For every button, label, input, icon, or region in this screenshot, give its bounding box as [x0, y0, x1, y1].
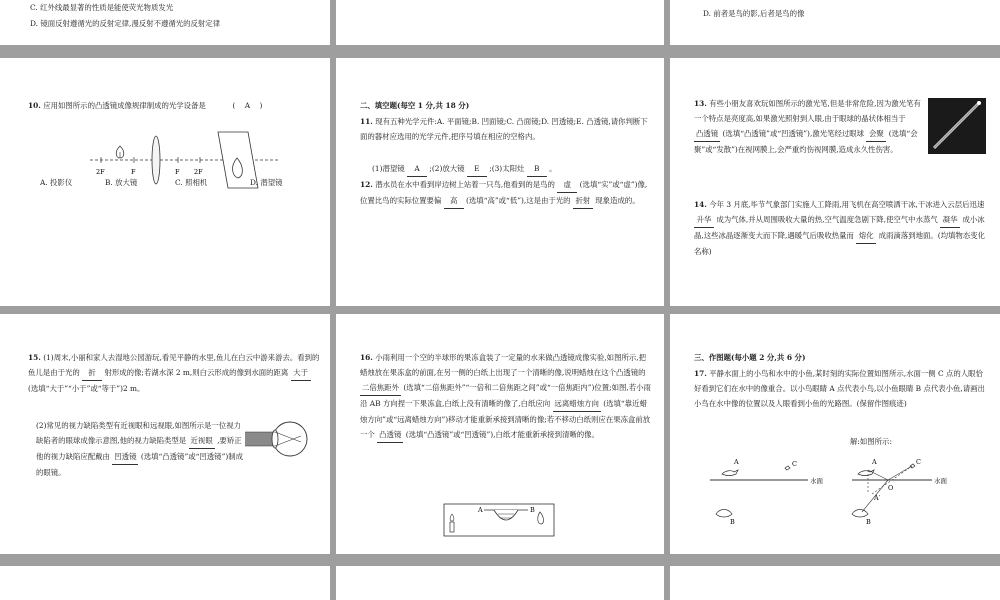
section-title: 二、填空题(每空 1 分,共 18 分)	[360, 101, 470, 110]
question-number: 17.	[694, 369, 707, 378]
answer: 高	[444, 193, 464, 209]
page-q15	[0, 314, 330, 554]
page-bottom-middle	[336, 566, 664, 600]
page-q16	[336, 314, 664, 554]
question-text: 现象造成的。	[595, 196, 640, 205]
label-b: B	[530, 506, 535, 514]
question-number: 12.	[360, 180, 373, 189]
question-text: (选填“靠近蜡烛方向”或“远离蜡烛方向”)移动才能重新承接到清晰的像;若不移动白纸则应在果冻盒前放一个	[360, 399, 651, 439]
label-f-right: F	[175, 168, 180, 176]
question-text: 有些小朋友喜欢玩如图所示的激光笔,但是非常危险,因为激光笔有一个特点是亮度高,如果激光照射到人眼,由于眼球的晶状体相当于	[694, 99, 921, 123]
question-text: (选填“凸透镜”或“凹透镜”),白纸才能重新承接到清晰的像。	[405, 430, 599, 439]
question-10	[28, 98, 323, 113]
answer: 凹透镜	[112, 449, 138, 465]
question-17	[694, 366, 988, 411]
question-11	[360, 114, 652, 144]
answer: A	[407, 161, 427, 177]
question-text: 射形成的像;若湖水深 2 m,则白云形成的像到水面的距离	[104, 368, 289, 377]
answer: 折	[82, 365, 102, 381]
water-label: 水面	[934, 477, 947, 485]
solution-figure	[852, 452, 972, 532]
page-q17	[670, 314, 1000, 554]
answer: 折射	[573, 193, 593, 209]
question-15-part2	[36, 418, 244, 480]
page-bottom-right	[670, 566, 1000, 600]
question-text: 潜水员在水中看到岸边树上站着一只鸟,他看到的是鸟的	[375, 180, 555, 189]
option-d: D. 镜面反射遵循光的反射定律,漫反射不遵循光的反射定律	[30, 19, 221, 28]
eye-diagram	[245, 420, 315, 460]
page-top-left	[0, 0, 330, 45]
answer: 凸透镜	[694, 126, 720, 142]
option-b: B. 放大镜	[105, 178, 138, 187]
bird-icon	[722, 470, 738, 476]
answer-label: ;(2)放大镜	[429, 164, 465, 173]
answer: B	[527, 161, 547, 177]
answer: 近视眼	[189, 433, 215, 449]
fish-icon	[716, 510, 732, 518]
question-number: 10.	[28, 101, 41, 110]
question-16	[360, 350, 652, 443]
answer-label: ;(3)太阳灶	[489, 164, 525, 173]
question-text: (选填“凸透镜”或“凹透镜”),激光笔经过眼球	[722, 129, 865, 138]
label-a: A	[872, 458, 877, 466]
question-number: 14.	[694, 200, 707, 209]
question-text: (选填“大于”“小于”或“等于”)2 m。	[28, 384, 145, 393]
convex-lens-icon	[152, 136, 160, 184]
page-bottom-left	[0, 566, 330, 600]
question-text: 今年 3 月底,毕节气象部门实施人工降雨,用飞机在高空喷洒干冰,干冰进入云层后迅速	[709, 200, 985, 209]
question-text: ,要矫正他的视力缺陷应配戴由	[36, 436, 242, 461]
question-text: 平静水面上的小鸟和水中的小鱼,某时刻的实际位置如图所示,水面一侧 C 点的人眼恰好看到它们在水中的像重合。以小鸟眼睛 A 点代表小鸟,以小鱼眼睛 B 点代表小鱼,请画出小鸟在水中像的位置以及人眼看到小鱼的光路图。(保留作图痕迹)	[694, 369, 985, 408]
question-text: (选填“二倍焦距外”“一倍和二倍焦距之间”或“一倍焦距内”)位置;如图,若小雨沿 AB 方向捏一下果冻盒,白纸上没有清晰的像了,白纸应向	[360, 383, 651, 408]
option-d: D. 潜望镜	[250, 178, 283, 187]
page-q11-q12	[336, 58, 664, 306]
eye-icon	[785, 466, 790, 470]
bird-icon	[858, 470, 874, 476]
question-text: 成雨滴落到地面。(均填物态变化名称)	[694, 231, 985, 256]
page-top-middle	[336, 0, 664, 45]
answer: 会聚	[866, 126, 886, 142]
answer: 熔化	[856, 228, 876, 244]
question-13	[694, 96, 922, 157]
question-text: 小雨利用一个空的半球形的果冻盒装了一定量的水来做凸透镜成像实验,如图所示,把蜡烛放在果冻盒的前面,在另一侧的白纸上出现了一个清晰的像,说明蜡烛在这个凸透镜的	[360, 353, 646, 377]
label-f-left: F	[131, 168, 136, 176]
label-b: B	[730, 518, 735, 526]
option-c: C. 照相机	[175, 178, 208, 187]
jelly-box-diagram	[444, 504, 554, 536]
label-c: C	[792, 460, 797, 468]
question-11-answers	[372, 161, 557, 177]
page-q13-q14	[670, 58, 1000, 306]
question-number: 11.	[360, 117, 373, 126]
answer: 远离蜡烛方向	[553, 396, 601, 412]
question-text: 应用如图所示的凸透镜成像规律制成的光学设备是	[43, 101, 206, 110]
label-2f-left: 2F	[96, 168, 105, 176]
answer: 凸透镜	[377, 427, 403, 443]
answer: 虚	[557, 177, 577, 193]
label-b: B	[866, 518, 871, 526]
label-o: O	[888, 484, 894, 492]
question-text: (1)周末,小丽和家人去湿地公园游玩,看见平静的水里,鱼儿在白云中游来游去。看到的鱼儿是由于光的	[28, 353, 320, 377]
label-a: A	[478, 506, 483, 514]
question-text: (选填“凸透镜”或“凹透镜”)制成的眼镜。	[36, 452, 244, 477]
question-text: (选填“高”或“低”),这是由于光的	[466, 196, 571, 205]
question-number: 16.	[360, 353, 373, 362]
question-text: (2)常见的视力缺陷类型有近视眼和远视眼,如图所示是一位视力缺陷者的眼球成像示意图,他的视力缺陷类型是	[36, 421, 241, 445]
candle-icon	[450, 522, 454, 532]
fish-icon	[852, 510, 868, 518]
question-text: 现有五种光学元件:A. 平面镜;B. 凹面镜;C. 凸面镜;D. 凹透镜;E. 凸透镜,请你判断下面的器材应选用的光学元件,把序号填在相应的空格内。	[360, 117, 648, 141]
answer: 凝华	[940, 212, 960, 228]
answer-label: (1)潜望镜	[372, 164, 405, 173]
answer: 二倍焦距外	[360, 380, 401, 396]
label-2f-right: 2F	[194, 168, 203, 176]
answer: 大于	[291, 365, 311, 381]
paren-open: (	[232, 101, 236, 110]
page-q10	[0, 58, 330, 306]
question-15-part1	[28, 350, 320, 396]
answer: E	[467, 161, 487, 177]
answer: A	[244, 101, 251, 110]
solution-label: 解:如图所示:	[850, 437, 892, 446]
question-text: (选填“会聚”或“发散”)在视网膜上,会严重灼伤视网膜,造成永久性伤害。	[694, 129, 918, 154]
question-text: 成小冰晶,这些冰晶逐渐变大而下降,遇暖气后吸收热量而	[694, 215, 985, 240]
paren-close: )	[259, 101, 263, 110]
eye-icon	[910, 464, 915, 468]
answer: 升华	[694, 212, 714, 228]
label-c: C	[916, 458, 921, 466]
question-number: 13.	[694, 99, 707, 108]
question-number: 15.	[28, 353, 41, 362]
page-top-right	[670, 0, 1000, 45]
option-c: C. 红外线最显著的性质是能使荧光物质发光	[30, 3, 174, 12]
question-text: (选填“实”或“虚”)像,位置比鸟的实际位置要偏	[360, 180, 648, 205]
option-d: D. 前者是鸟的影,后者是鸟的像	[703, 9, 805, 18]
section-title: 三、作图题(每小题 2 分,共 6 分)	[694, 353, 806, 362]
water-label: 水面	[810, 477, 823, 485]
question-14	[694, 197, 986, 259]
label-a-prime: A′	[874, 494, 881, 502]
punctuation: 。	[549, 164, 557, 173]
question-12	[360, 177, 652, 209]
question-text: 成为气体,并从周围吸收大量的热,空气温度急剧下降,使空气中水蒸气	[716, 215, 938, 224]
label-a: A	[734, 458, 739, 466]
option-a: A. 投影仪	[40, 178, 73, 187]
laser-pointer-photo	[928, 98, 986, 154]
question-figure	[710, 452, 830, 532]
